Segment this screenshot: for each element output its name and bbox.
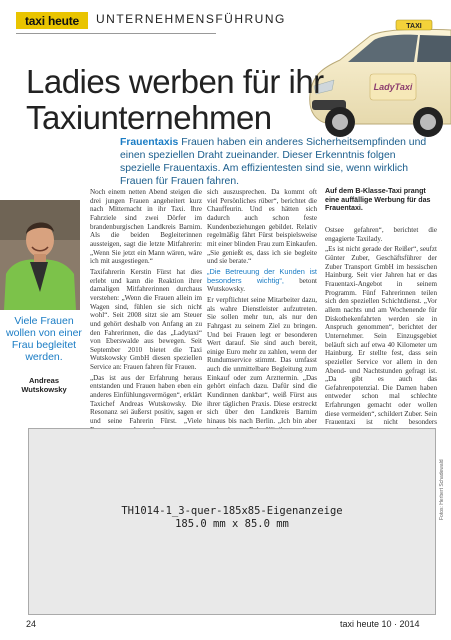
paragraph: Ostsee gefahren“, berichtet die engagierte Taxilady.	[325, 226, 437, 243]
article-headline: Ladies werben für ihr Taxiunternehmen	[26, 63, 324, 136]
lead-kicker: Frauentaxis	[120, 137, 179, 148]
ad-label-line1: TH1014-1_3-quer-185x85-Eigenanzeige	[121, 505, 343, 517]
paragraph: „Das ist aus der Erfahrung heraus entstanden und Frauen haben eben ein anderes Einfühlungsvermögen“, erklärt Taxichef Andreas Wutskowsky. Die Resonanz sei äußerst positiv, sagen er und seine Fahrerin Fürst. „Viele	[90, 373, 202, 426]
paragraph: Er verpflichtet seine Mitarbeiter dazu, als wahre Dienstleister aufzutreten. Sie sollen mehr tun, als nur den Fahrgast zu seinem Ziel zu bringen. Und bei Frauen legt er besonderen Wert darauf. Sie sind auch bereit, einige Euro mehr zu zahlen, wenn der Rundumservice stimmt. Das umfasst auch die unmittelbare Begleitung zum Einkauf oder zum Arzttermin. „Das gehört einfach dazu. Dafür sind die Kundinnen dankbar“, weiß Fürst aus ihrer täglichen Praxis. Diese erstreckt sich über den Landkreis Barnim hinaus bis nach Berlin. „Ich bin aber	[207, 295, 317, 426]
paragraph: Noch einem netten Abend steigen die drei jungen Frauen angeheitert kurz nach Mitternacht in ihr Taxi. Ihre Fahrziele sind zwei Dörfer im brandenburgischen Landkreis Barnim. Als die beiden Begleiterinnen aussteigen, sagt die letzte Mitfahrerin: „Wenn Sie jetzt ein Mann wären, wäre ich mit ausgestiegen.“	[90, 188, 202, 266]
section-title: UNTERNEHMENSFÜHRUNG	[96, 12, 286, 26]
roof-sign-text: TAXI	[406, 23, 422, 30]
article-lead	[120, 136, 432, 188]
pull-quote-author: Andreas Wutskowsky	[21, 376, 67, 394]
ad-placeholder-label	[28, 505, 436, 531]
lead-text: Frauen haben ein anderes Sicherheitsempfinden und einen speziellen Draht zueinander. Dieser Erkenntnis folgen spezielle Frauentaxis. Am effizientesten sind sie, wenn wirklich Frauen für Frauen fahren.	[120, 137, 427, 187]
text-column-3	[325, 226, 437, 438]
paragraph: Taxifahrerin Kerstin Fürst hat dies erlebt und kann die Reaktion ihrer damaligen Mitfahrerinnen durchaus verstehen: „Wenn die Frauen allein im Wagen sind, fühlen sie sich nicht wohl“. Seit 2008 sitzt sie am Steuer und gehört deshalb von Anfang an zu den Fahrerinnen, die das „Ladytaxi“ von Eberswalde aus bewegen. Seit September 2010 bietet die Taxi Wutskowsky GmbH diesen speziellen Service an: Frauen fahren für Frauen.	[90, 267, 202, 372]
page-number: 24	[26, 619, 37, 629]
subheading-tail: betont Wutskowsky.	[207, 276, 317, 294]
door-decal-text: LadyTaxi	[373, 82, 413, 92]
person-photo	[0, 200, 80, 310]
issue-label: taxi heute 10 · 2014	[340, 619, 420, 629]
header-divider	[16, 33, 216, 34]
photo-caption: Auf dem B-Klasse-Taxi prangt eine auffällige Werbung für das Frauentaxi.	[325, 187, 431, 212]
photo-credit: Fotos: Herbert Schadewald	[439, 459, 445, 520]
pull-quote: Viele Frauen wollen von einer Frau begleitet werden.	[6, 315, 82, 363]
paragraph: „Es ist nicht gerade der Reißer“, seufzt Günter Zuber, Geschäftsführer der Zuber Transport GmbH im hessischen Hainburg. Seit vier Jahren hat er das Frauentaxi-Angebot in seinem Programm. Fünf Fahrerinnen teilen sich den speziellen Schichtdienst. „Vor allem nachts und am Wochenende für Diskothekenfahrten werden sie in Anspruch genommen“, berichtet der Unternehmer. Sein Einzugsgebiet beläuft sich auf etwa 40 Kilometer um Hainburg. Er stellte fest, dass sein spezieller Service vor allem in den Abend- und Nachtstunden gefragt ist. „Da gibt es auch das Gefahrenpotenzial. Die Damen haben entweder schon mal schlechte Erfahrungen gemacht oder wollen diese vermeiden“, schildert Zuber. Sein Frauentaxi ist nicht besonders	[325, 245, 437, 427]
paragraph: sich auszusprechen. Da kommt oft viel Persönliches rüber“, berichtet die Chauffeurin. Und es hätten sich dadurch auch schon feste Kundenbeziehungen gebildet. Relativ regelmäßig fährt Fürst beispielsweise mit einer blinden Frau zum Einkaufen. „Sie genießt es, dass ich sie begleite und sie berate.“	[207, 188, 317, 266]
subheading	[207, 268, 317, 294]
text-column-2	[207, 188, 317, 436]
subheading-text: „Die Betreuung der Kunden ist besonders wichtig“,	[207, 266, 317, 285]
magazine-logo	[16, 12, 88, 29]
logo-text: taxi heute	[24, 13, 80, 28]
ad-label-line2: 185.0 mm x 85.0 mm	[175, 518, 289, 530]
text-column-1	[90, 188, 202, 436]
